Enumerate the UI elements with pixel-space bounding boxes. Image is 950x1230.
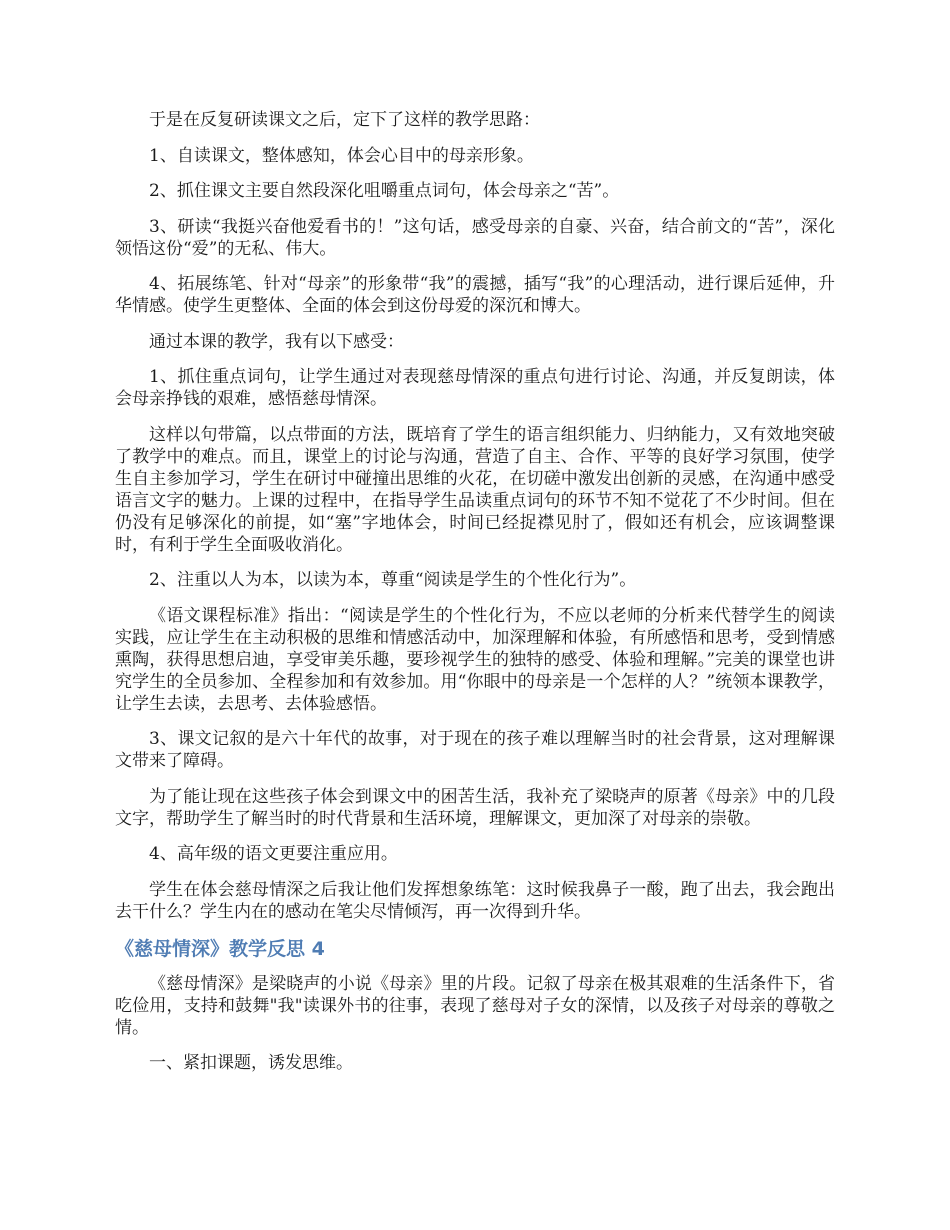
paragraph: 《慈母情深》是梁晓声的小说《母亲》里的片段。记叙了母亲在极其艰难的生活条件下，省吃俭用，支持和鼓舞"我"读课外书的往事，表现了慈母对子女的深情，以及孩子对母亲的尊敬之情。 bbox=[115, 973, 835, 1038]
section-heading: 《慈母情深》教学反思 4 bbox=[115, 937, 325, 960]
paragraph: 2、注重以人为本，以读为本，尊重“阅读是学生的个性化行为”。 bbox=[149, 570, 637, 590]
paragraph: 《语文课程标准》指出：“阅读是学生的个性化行为，不应以老师的分析来代替学生的阅读实践，应让学生在主动积极的思维和情感活动中，加深理解和体验，有所感悟和思考，受到情感熏陶，获得思想启迪，享受审美乐趣，要珍视学生的独特的感受、体验和理解。”完美的课堂也讲究学生的全员参加、全程参加和有效参加。用“你眼中的母亲是一个怎样的人？”统领本课教学，让学生去读，去思考、去体验感悟。 bbox=[115, 605, 835, 714]
paragraph: 于是在反复研读课文之后，定下了这样的教学思路： bbox=[149, 110, 540, 130]
paragraph: 为了能让现在这些孩子体会到课文中的困苦生活，我补充了梁晓声的原著《母亲》中的几段文字，帮助学生了解当时的时代背景和生活环境，理解课文，更加深了对母亲的崇敬。 bbox=[115, 786, 835, 829]
paragraph: 4、拓展练笔、针对“母亲”的形象带“我”的震撼，插写“我”的心理活动，进行课后延伸，升华情感。使学生更整体、全面的体会到这份母爱的深沉和博大。 bbox=[115, 274, 835, 316]
paragraph: 通过本课的教学，我有以下感受： bbox=[149, 331, 404, 352]
paragraph: 2、抓住课文主要自然段深化咀嚼重点词句，体会母亲之“苦”。 bbox=[149, 181, 620, 201]
paragraph: 一、紧扣课题，诱发思维。 bbox=[149, 1053, 353, 1073]
paragraph: 学生在体会慈母情深之后我让他们发挥想象练笔：这时候我鼻子一酸，跑了出去，我会跑出去干什么？学生内在的感动在笔尖尽情倾泻，再一次得到升华。 bbox=[115, 879, 835, 922]
document-page bbox=[115, 109, 835, 1088]
paragraph: 3、研读“我挺兴奋他爱看书的！”这句话，感受母亲的自豪、兴奋，结合前文的“苦”，深化领悟这份“爱”的无私、伟大。 bbox=[115, 216, 835, 259]
paragraph: 1、自读课文，整体感知，体会心目中的母亲形象。 bbox=[149, 145, 534, 166]
paragraph: 这样以句带篇，以点带面的方法，既培育了学生的语言组织能力、归纳能力，又有效地突破了教学中的难点。而且，课堂上的讨论与沟通，营造了自主、合作、平等的良好学习氛围，使学生自主参加学习，学生在研讨中碰撞出思维的火花，在切磋中激发出创新的灵感，在沟通中感受语言文字的魅力。上课的过程中，在指导学生品读重点词句的环节不知不觉花了不少时间。但在仍没有足够深化的前提，如“塞”字地体会，时间已经捉襟见肘了，假如还有机会，应该调整课时，有利于学生全面吸收消化。 bbox=[115, 424, 835, 555]
paragraph: 4、高年级的语文更要注重应用。 bbox=[149, 844, 398, 864]
paragraph: 1、抓住重点词句，让学生通过对表现慈母情深的重点句进行讨论、沟通，并反复朗读，体会母亲挣钱的艰难，感悟慈母情深。 bbox=[115, 367, 835, 409]
paragraph: 3、课文记叙的是六十年代的故事，对于现在的孩子难以理解当时的社会背景，这对理解课文带来了障碍。 bbox=[115, 729, 835, 771]
